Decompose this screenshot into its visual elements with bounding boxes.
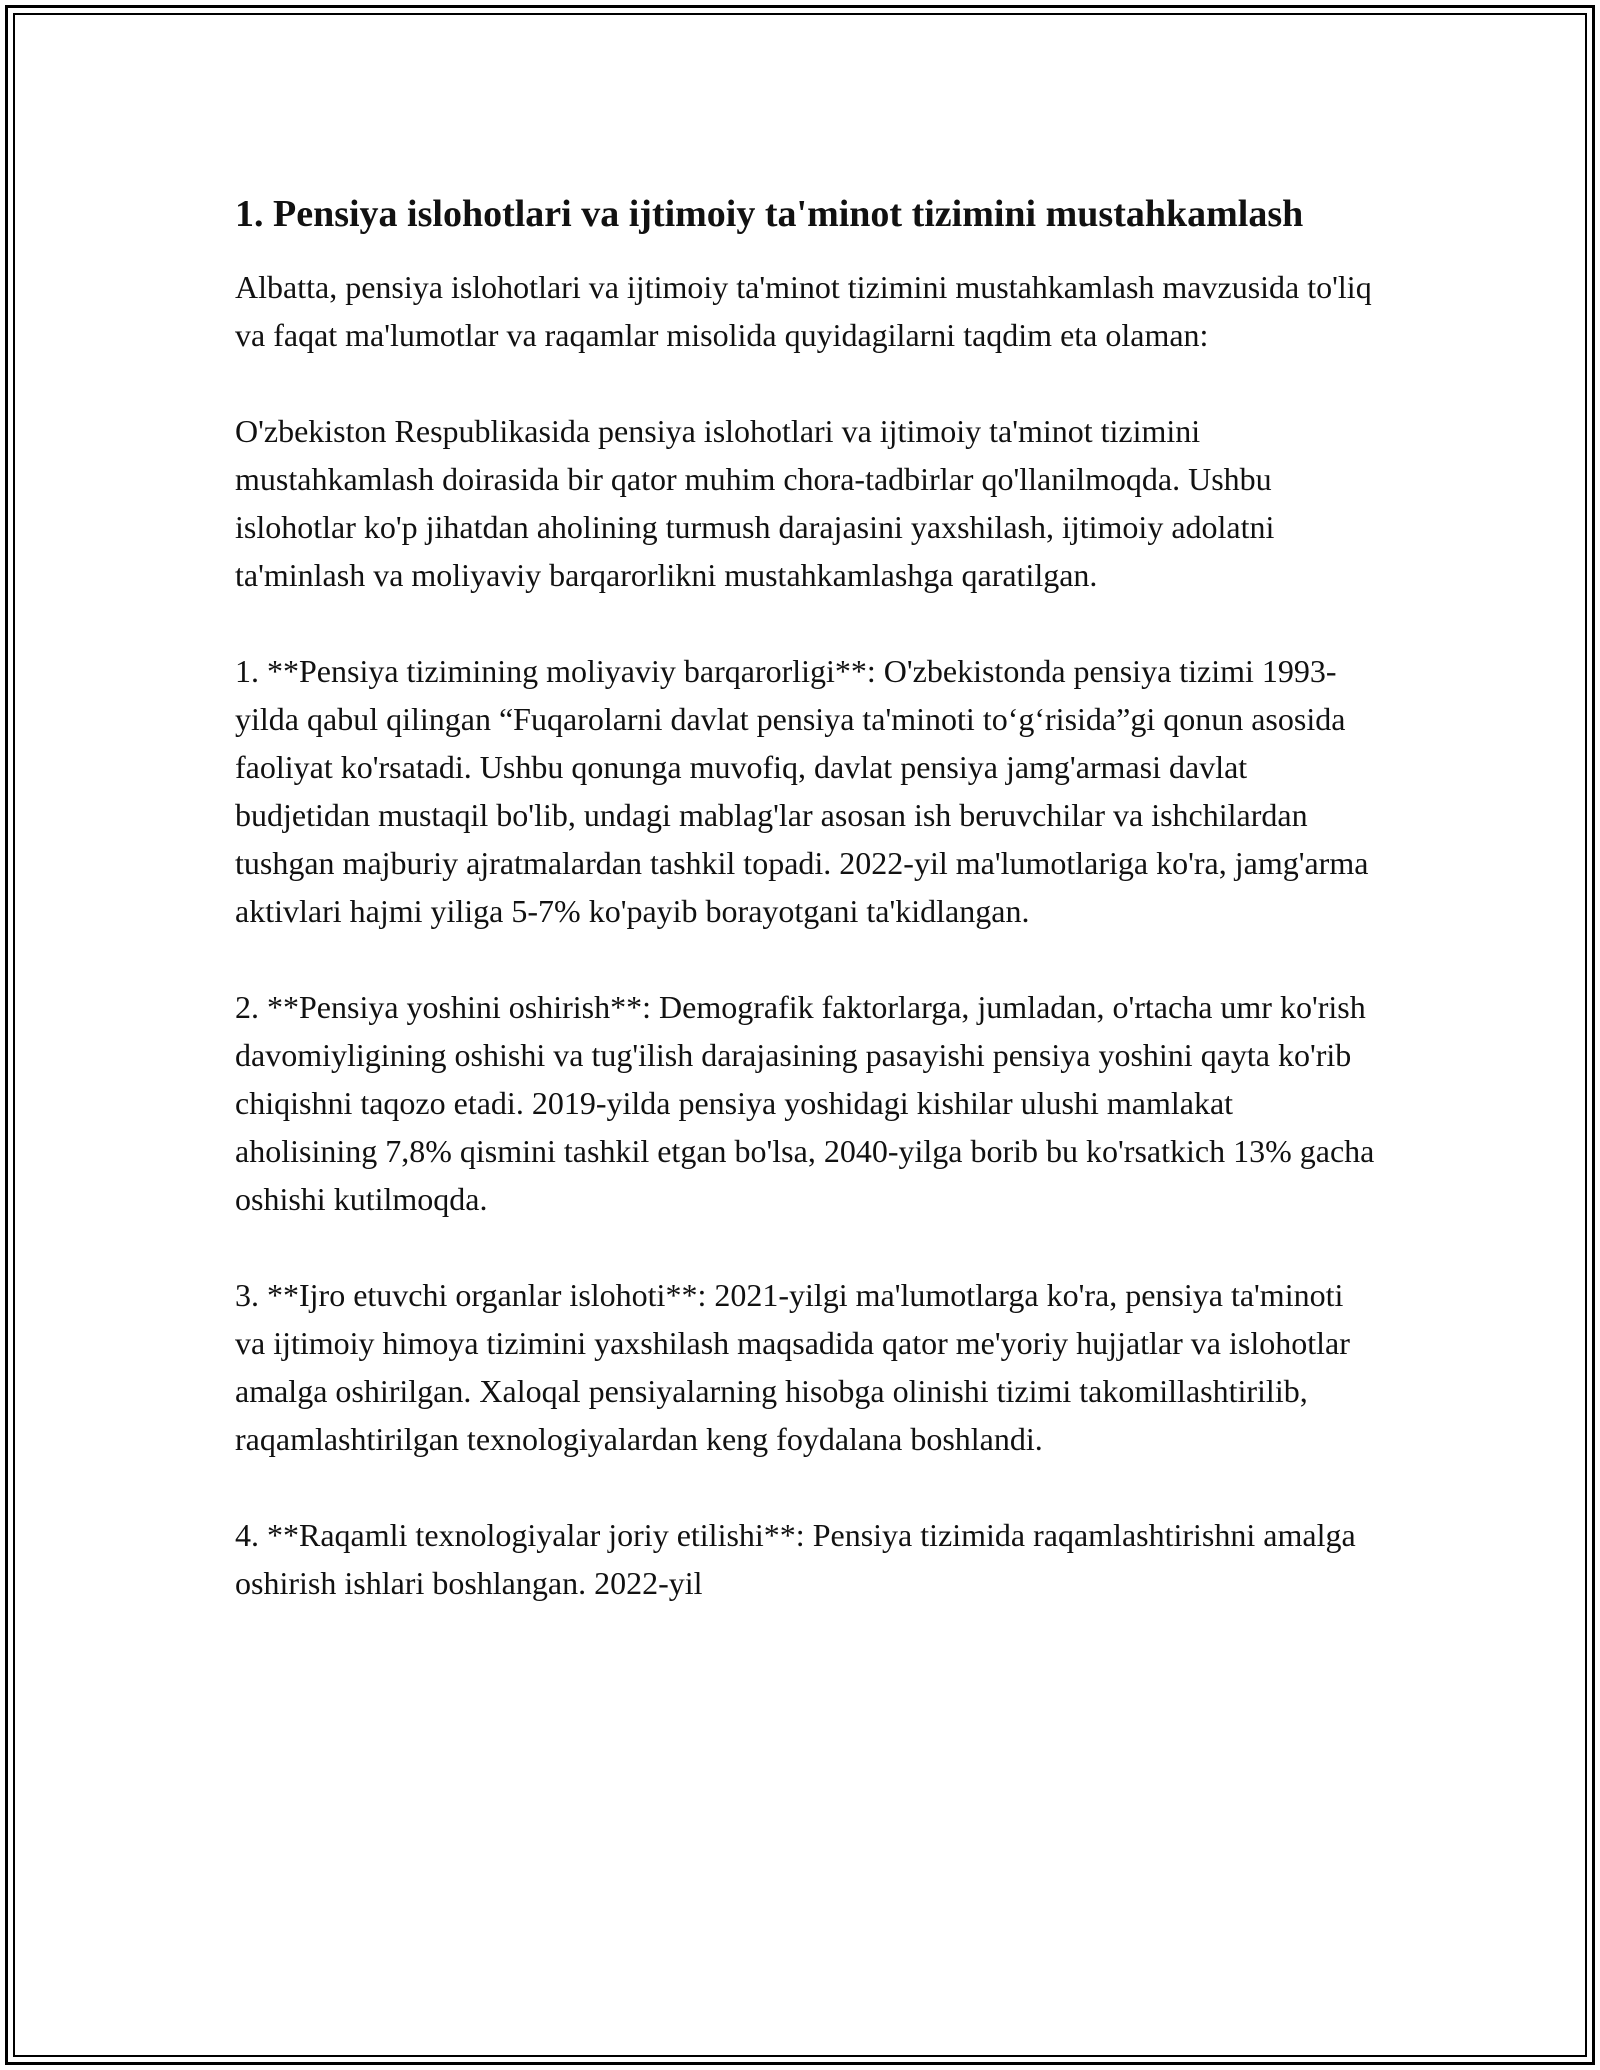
document-body bbox=[235, 188, 1380, 1607]
list-item-digital-technologies: 4. **Raqamli texnologiyalar joriy etilishi**: Pensiya tizimida raqamlashtirishni amalga oshirish ishlari boshlangan. 2022-yil bbox=[235, 1517, 1356, 1601]
list-item-retirement-age: 2. **Pensiya yoshini oshirish**: Demografik faktorlarga, jumladan, o'rtacha umr ko'rish davomiyligining oshishi va tug'ilish darajasining pasayishi pensiya yoshini qayta ko'rib chiqishni taqozo etadi. 2019-yilda pensiya yoshidagi kishilar ulushi mamlakat aholisining 7,8% qismini tashkil etgan bo'lsa, 2040-yilga borib bu ko'rsatkich 13% gacha oshishi kutilmoqda. bbox=[235, 989, 1375, 1217]
context-paragraph: O'zbekiston Respublikasida pensiya islohotlari va ijtimoiy ta'minot tizimini mustahkamlash doirasida bir qator muhim chora-tadbirlar qo'llanilmoqda. Ushbu islohotlar ko'p jihatdan aholining turmush darajasini yaxshilash, ijtimoiy adolatni ta'minlash va moliyaviy barqarorlikni mustahkamlashga qaratilgan. bbox=[235, 413, 1275, 593]
section-title: 1. Pensiya islohotlari va ijtimoiy ta'minot tizimini mustahkamlash bbox=[235, 193, 1304, 235]
list-item-executive-reform: 3. **Ijro etuvchi organlar islohoti**: 2021-yilgi ma'lumotlarga ko'ra, pensiya ta'minoti va ijtimoiy himoya tizimini yaxshilash maqsadida qator me'yoriy hujjatlar va islohotlar amalga oshirilgan. Xaloqal pensiyalarning hisobga olinishi tizimi takomillashtirilib, raqamlashtirilgan texnologiyalardan keng foydalana boshlandi. bbox=[235, 1277, 1350, 1457]
intro-paragraph: Albatta, pensiya islohotlari va ijtimoiy ta'minot tizimini mustahkamlash mavzusida to'liq va faqat ma'lumotlar va raqamlar misolida quyidagilarni taqdim eta olaman: bbox=[235, 269, 1372, 353]
list-item-financial-stability: 1. **Pensiya tizimining moliyaviy barqarorligi**: O'zbekistonda pensiya tizimi 1993-yilda qabul qilingan “Fuqarolarni davlat pensiya ta'minoti to‘g‘risida”gi qonun asosida faoliyat ko'rsatadi. Ushbu qonunga muvofiq, davlat pensiya jamg'armasi davlat budjetidan mustaqil bo'lib, undagi mablag'lar asosan ish beruvchilar va ishchilardan tushgan majburiy ajratmalardan tashkil topadi. 2022-yil ma'lumotlariga ko'ra, jamg'arma aktivlari hajmi yiliga 5-7% ko'payib borayotgani ta'kidlangan. bbox=[235, 653, 1369, 929]
